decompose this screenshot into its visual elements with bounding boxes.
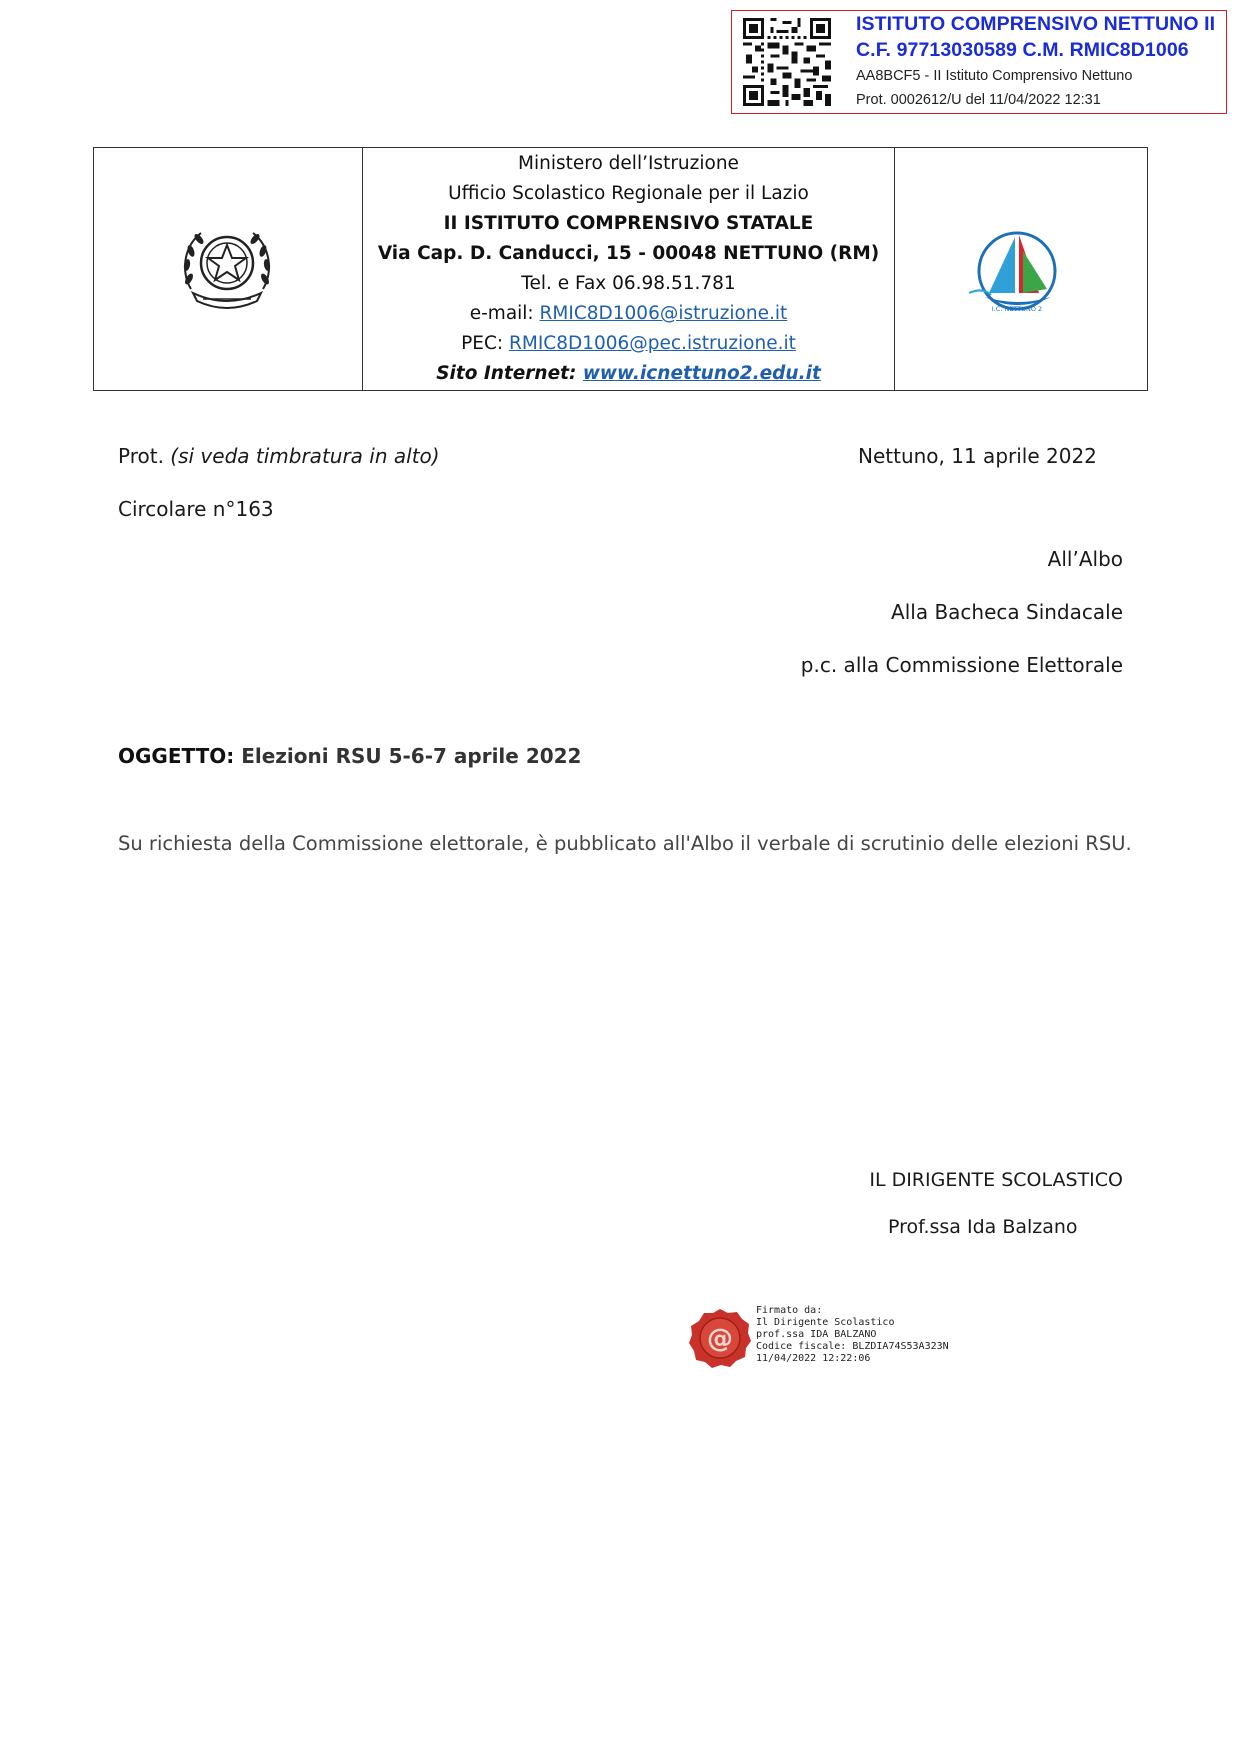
protocol-reference [118,444,440,468]
qr-code-icon [743,18,831,106]
signature-line-role: Il Dirigente Scolastico [756,1317,895,1328]
school-logo-caption: I.C. NETTUNO 2 [991,305,1043,313]
signature-line-signed-by: Firmato da: [756,1305,823,1316]
email-link[interactable]: RMIC8D1006@istruzione.it [539,303,788,324]
svg-text:@: @ [707,1324,733,1354]
website-label: Sito Internet: [436,363,583,384]
digital-signature-details [756,1305,949,1365]
stamp-aoo: AA8BCF5 - II Istituto Comprensivo Nettuno [856,68,1133,84]
protocol-label: Prot. [118,444,171,468]
recipient-albo: All’Albo [1047,547,1123,571]
pec-line [363,329,894,359]
stamp-institute-name: ISTITUTO COMPRENSIVO NETTUNO II [856,13,1216,35]
regional-office: Ufficio Scolastico Regionale per il Lazio [448,183,809,204]
circular-number: Circolare n°163 [118,497,274,521]
letterhead-table [93,147,1148,391]
email-label: e-mail: [469,303,540,324]
signature-line-timestamp: 11/04/2022 12:22:06 [756,1353,871,1364]
website-line [363,359,894,389]
email-line [363,299,894,329]
protocol-stamp [731,10,1227,114]
italian-republic-emblem-icon [177,223,277,311]
website-link[interactable]: www.icnettuno2.edu.it [582,363,821,384]
signature-line-name: prof.ssa IDA BALZANO [756,1329,877,1340]
body-paragraph: Su richiesta della Commissione elettorale, è pubblicato all'Albo il verbale di scrutinio delle elezioni RSU. [118,832,1132,855]
protocol-note: (si veda timbratura in alto) [170,444,440,468]
signer-title: IL DIRIGENTE SCOLASTICO [869,1169,1123,1191]
pec-label: PEC: [461,333,509,354]
pec-link[interactable]: RMIC8D1006@pec.istruzione.it [509,333,796,354]
subject-text: Elezioni RSU 5-6-7 aprile 2022 [241,744,582,768]
stamp-fiscal-code: C.F. 97713030589 C.M. RMIC8D1006 [856,39,1189,61]
school-sailboat-logo-icon [965,223,1069,319]
signature-line-tax-code: Codice fiscale: BLZDIA74S53A323N [756,1341,949,1352]
signer-name: Prof.ssa Ida Balzano [888,1216,1078,1238]
recipient-union-board: Alla Bacheca Sindacale [891,600,1123,624]
document-date: Nettuno, 11 aprile 2022 [858,444,1097,468]
recipient-election-commission: p.c. alla Commissione Elettorale [800,653,1123,677]
school-address: Via Cap. D. Canducci, 15 - 00048 NETTUNO (RM) [377,243,880,264]
letterhead-text-cell [363,148,895,390]
ministry-name: Ministero dell’Istruzione [518,153,739,174]
subject-label: OGGETTO: [118,744,242,768]
school-phone: Tel. e Fax 06.98.51.781 [521,273,736,294]
digital-signature-seal-icon [688,1307,752,1369]
subject-line [118,744,581,768]
letterhead-logo-cell [895,148,1147,390]
stamp-protocol-number: Prot. 0002612/U del 11/04/2022 12:31 [856,92,1101,108]
school-name: II ISTITUTO COMPRENSIVO STATALE [443,213,814,234]
letterhead-emblem-cell [94,148,363,390]
